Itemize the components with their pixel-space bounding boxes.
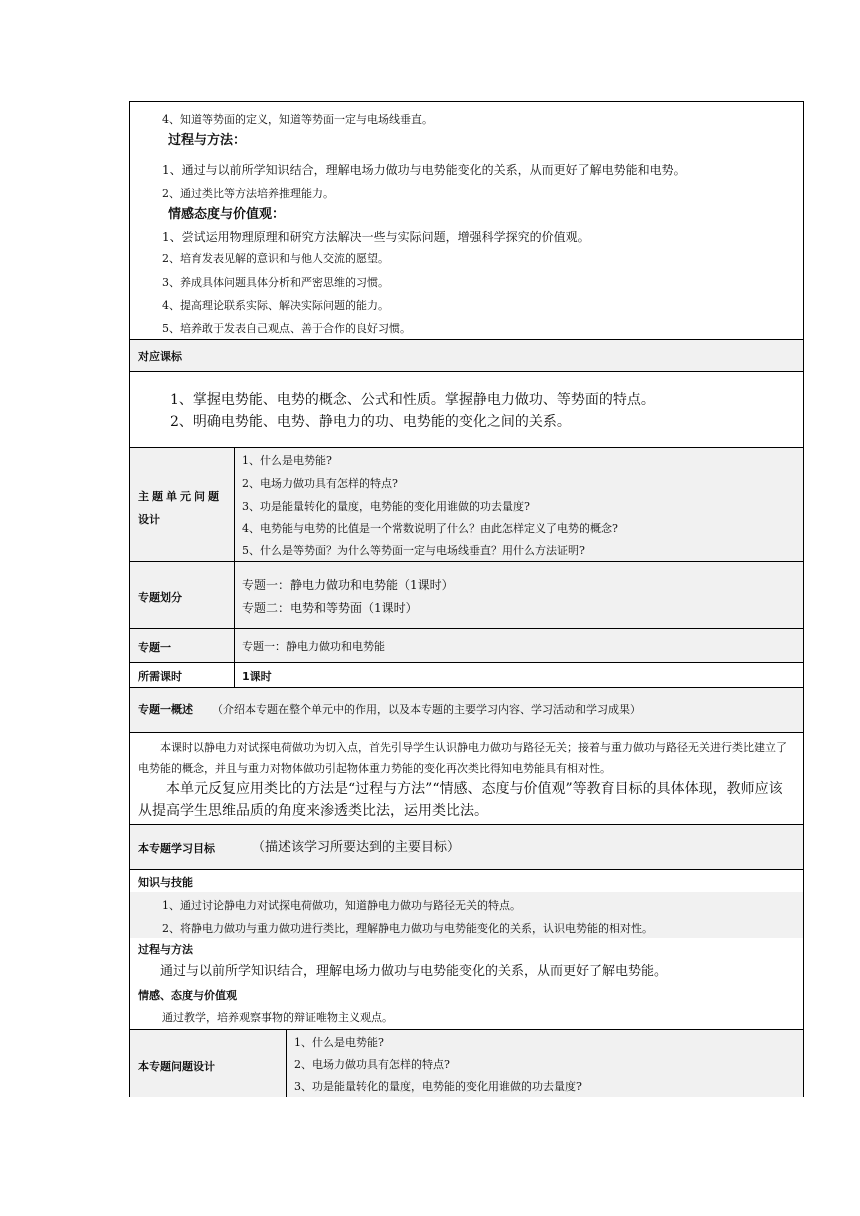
topic-division-item: 专题二：电势和等势面（1课时） — [242, 601, 418, 615]
unit-question-item: 1、什么是电势能? — [242, 454, 332, 467]
process-item: 1、通过与以前所学知识结合，理解电场力做功与电势能变化的关系，从而更好了解电势能和电势。 — [162, 163, 686, 177]
hours-value: 1课时 — [242, 670, 272, 683]
overview-header-row — [130, 688, 803, 733]
objectives-continued-section — [130, 102, 803, 340]
unit-questions-label: 设计 — [138, 513, 160, 526]
topic-questions-label: 本专题问题设计 — [138, 1060, 215, 1073]
curriculum-header-row — [130, 340, 803, 372]
overview-paragraph: 本单元反复应用类比的方法是“过程与方法”“情感、态度与价值观”等教育目标的具体体现，教师应该从提高学生思维品质的角度来渗透类比法，运用类比法。 — [138, 781, 783, 819]
emotion-item: 2、培育发表见解的意识和与他人交流的愿望。 — [162, 252, 389, 265]
objectives-label: 本专题学习目标 — [138, 842, 215, 855]
topic-one-label: 专题一 — [138, 641, 171, 654]
emotion-item: 1、尝试运用物理原理和研究方法解决一些与实际问题，增强科学探究的价值观。 — [162, 230, 590, 244]
objectives-hint: （描述该学习所要达到的主要目标） — [252, 840, 461, 855]
unit-questions-row — [130, 448, 803, 562]
emotion-heading: 情感态度与价值观： — [168, 207, 286, 222]
overview-hint: （介绍本专题在整个单元中的作用，以及本专题的主要学习内容、学习活动和学习成果） — [212, 703, 641, 716]
process-heading: 过程与方法 — [138, 943, 193, 956]
topic-question-item: 3、功是能量转化的量度，电势能的变化用谁做的功去量度? — [294, 1080, 582, 1093]
process-heading: 过程与方法： — [168, 133, 247, 148]
emotion-heading: 情感、态度与价值观 — [138, 989, 237, 1002]
topic-one-row — [130, 629, 803, 663]
topic-question-item: 1、什么是电势能? — [294, 1036, 384, 1049]
overview-content-row — [130, 733, 803, 825]
lesson-plan-table — [129, 101, 804, 1097]
emotion-item: 3、养成具体问题具体分析和严密思维的习惯。 — [162, 276, 389, 289]
topic-division-label: 专题划分 — [138, 591, 182, 604]
topic-division-item: 专题一：静电力做功和电势能（1课时） — [242, 578, 454, 592]
topic-questions-row — [130, 1030, 803, 1097]
curriculum-item: 1、掌握电势能、电势的概念、公式和性质。掌握静电力做功、等势面的特点。 — [170, 392, 655, 408]
unit-questions-label: 主题单元问题 — [138, 490, 222, 503]
process-item: 2、通过类比等方法培养推理能力。 — [162, 187, 334, 200]
topic-one-value: 专题一：静电力做功和电势能 — [242, 640, 385, 653]
hours-row — [130, 663, 803, 688]
unit-question-item: 3、功是能量转化的量度，电势能的变化用谁做的功去量度? — [242, 500, 530, 513]
process-text: 通过与以前所学知识结合，理解电场力做功与电势能变化的关系，从而更好了解电势能。 — [160, 964, 668, 979]
hours-label: 所需课时 — [138, 670, 182, 683]
unit-question-item: 2、电场力做功具有怎样的特点? — [242, 477, 398, 490]
knowledge-heading: 知识与技能 — [138, 876, 193, 889]
topic-division-row — [130, 562, 803, 629]
emotion-item: 5、培养敢于发表自己观点、善于合作的良好习惯。 — [162, 322, 411, 335]
emotion-text: 通过教学，培养观察事物的辩证唯物主义观点。 — [162, 1011, 393, 1024]
knowledge-item-4: 4、知道等势面的定义，知道等势面一定与电场线垂直。 — [162, 113, 433, 126]
overview-paragraph: 本课时以静电力对试探电荷做功为切入点，首先引导学生认识静电力做功与路径无关；接着与重力做功与路径无关进行类比建立了电势能的概念，并且与重力对物体做功引起物体重力势能的变化再次类比得知电势能具有相对性。 — [138, 741, 787, 775]
curriculum-content-row — [130, 372, 803, 448]
unit-question-item: 5、什么是等势面？为什么等势面一定与电场线垂直？用什么方法证明? — [242, 544, 585, 557]
objectives-header-row — [130, 825, 803, 870]
topic-question-item: 2、电场力做功具有怎样的特点? — [294, 1058, 450, 1071]
unit-question-item: 4、电势能与电势的比值是一个常数说明了什么？由此怎样定义了电势的概念? — [242, 522, 618, 535]
objectives-content-row — [130, 870, 803, 1030]
overview-label: 专题一概述 — [138, 703, 193, 716]
curriculum-item: 2、明确电势能、电势、静电力的功、电势能的变化之间的关系。 — [170, 414, 571, 430]
knowledge-item: 1、通过讨论静电力对试探电荷做功，知道静电力做功与路径无关的特点。 — [162, 899, 521, 912]
curriculum-label: 对应课标 — [138, 350, 182, 363]
emotion-item: 4、提高理论联系实际、解决实际问题的能力。 — [162, 299, 389, 312]
knowledge-item: 2、将静电力做功与重力做功进行类比，理解静电力做功与电势能变化的关系，认识电势能的相对性。 — [162, 922, 653, 935]
